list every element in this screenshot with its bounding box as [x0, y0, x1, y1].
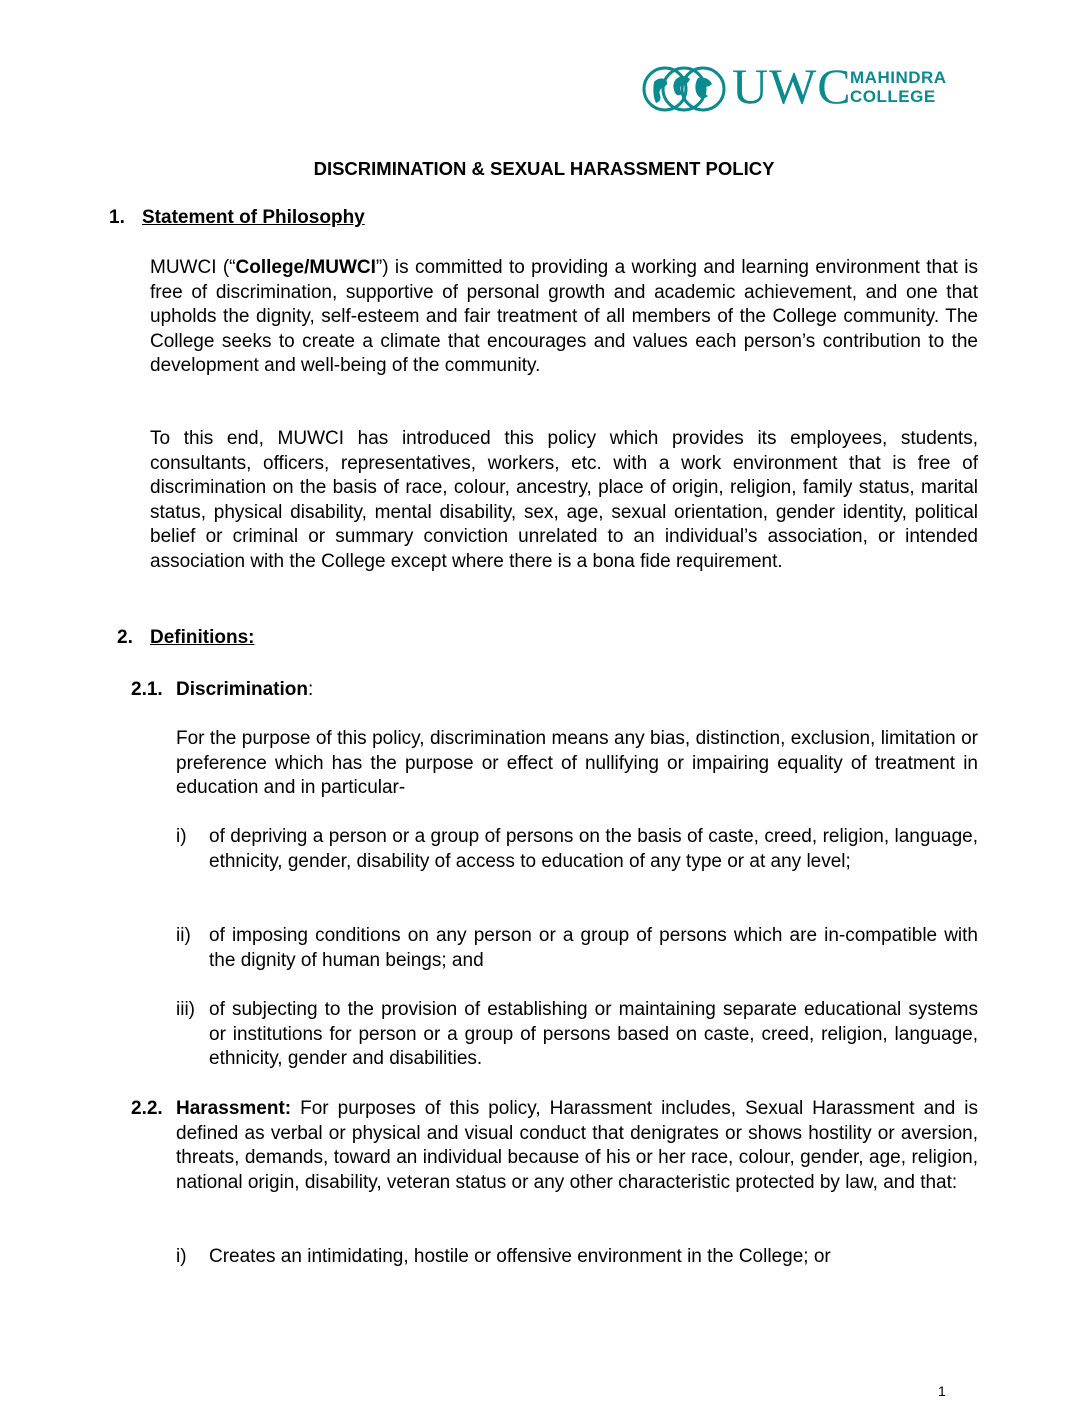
- list-marker: i): [176, 1246, 187, 1267]
- logo-wordmark: UWC: [732, 58, 852, 114]
- list-marker: i): [176, 826, 187, 847]
- section-title: Statement of Philosophy: [142, 207, 365, 228]
- list-item-text: Creates an intimidating, hostile or offensive environment in the College; or: [209, 1246, 831, 1267]
- document-title: DISCRIMINATION & SEXUAL HARASSMENT POLICY: [313, 158, 775, 179]
- list-item: [176, 924, 978, 974]
- section-number: 1.: [109, 207, 125, 228]
- list-marker: iii): [176, 999, 195, 1020]
- section-2-heading: [117, 626, 255, 650]
- logo-subtitle: MAHINDRA COLLEGE: [850, 68, 947, 106]
- section-title: Definitions:: [150, 627, 255, 648]
- list-item-text: of subjecting to the provision of establishing or maintaining separate educational systems or institutions for person or a group of persons based on caste, creed, religion, language, ethnicity, gender and disabilities.: [209, 999, 978, 1069]
- list-item: [176, 1245, 978, 1270]
- subsection-number: 2.1.: [131, 679, 163, 700]
- page-number: 1: [938, 1383, 946, 1399]
- discrimination-definition: For the purpose of this policy, discrimination means any bias, distinction, exclusion, limitation or preference which has the purpose or effect of nullifying or impairing equality of treatment in education and in particular-: [176, 728, 978, 798]
- philosophy-paragraph-2: To this end, MUWCI has introduced this policy which provides its employees, students, consultants, officers, representatives, workers, etc. with a work environment that is free of discrimination on the basis of race, colour, ancestry, place of origin, religion, family status, marital status, physical disability, mental disability, sex, age, sexual orientation, gender identity, political belief or criminal or summary conviction unrelated to an individual’s association, or intended association with the College except where there is a bona fide requirement.: [150, 428, 978, 572]
- philosophy-paragraph-1: MUWCI (“College/MUWCI”) is committed to providing a working and learning environment that is free of discrimination, supportive of personal growth and academic achievement, and one that upholds the dignity, self-esteem and fair treatment of all members of the College community. The College seeks to create a climate that encourages and values each person’s contribution to the development and well-being of the community.: [150, 257, 978, 376]
- list-marker: ii): [176, 925, 191, 946]
- defined-term: College/MUWCI: [235, 257, 376, 278]
- list-item-text: of depriving a person or a group of persons on the basis of caste, creed, religion, language, ethnicity, gender, disability of access to education of any type or at any level;: [209, 826, 978, 872]
- subsection-2-1-heading: 2.1. Discrimination:: [131, 679, 314, 700]
- subsection-title: Discrimination: [176, 679, 308, 700]
- list-item-text: of imposing conditions on any person or a group of persons which are in-compatible with the dignity of human beings; and: [209, 925, 978, 971]
- globe-icon: [640, 64, 730, 114]
- section-number: 2.: [117, 627, 133, 648]
- college-logo: [640, 58, 960, 114]
- list-item: [176, 825, 978, 900]
- list-item: [176, 998, 978, 1073]
- harassment-definition: Harassment: For purposes of this policy, Harassment includes, Sexual Harassment and is defined as verbal or physical and visual conduct that denigrates or shows hostility or aversion, threats, demands, toward an individual because of his or her race, colour, gender, age, religion, national origin, disability, veteran status or any other characteristic protected by law, and that:: [176, 1098, 979, 1193]
- section-1-heading: [109, 206, 365, 230]
- subsection-2-2-number: 2.2.: [131, 1098, 163, 1119]
- subsection-title: Harassment:: [176, 1098, 292, 1119]
